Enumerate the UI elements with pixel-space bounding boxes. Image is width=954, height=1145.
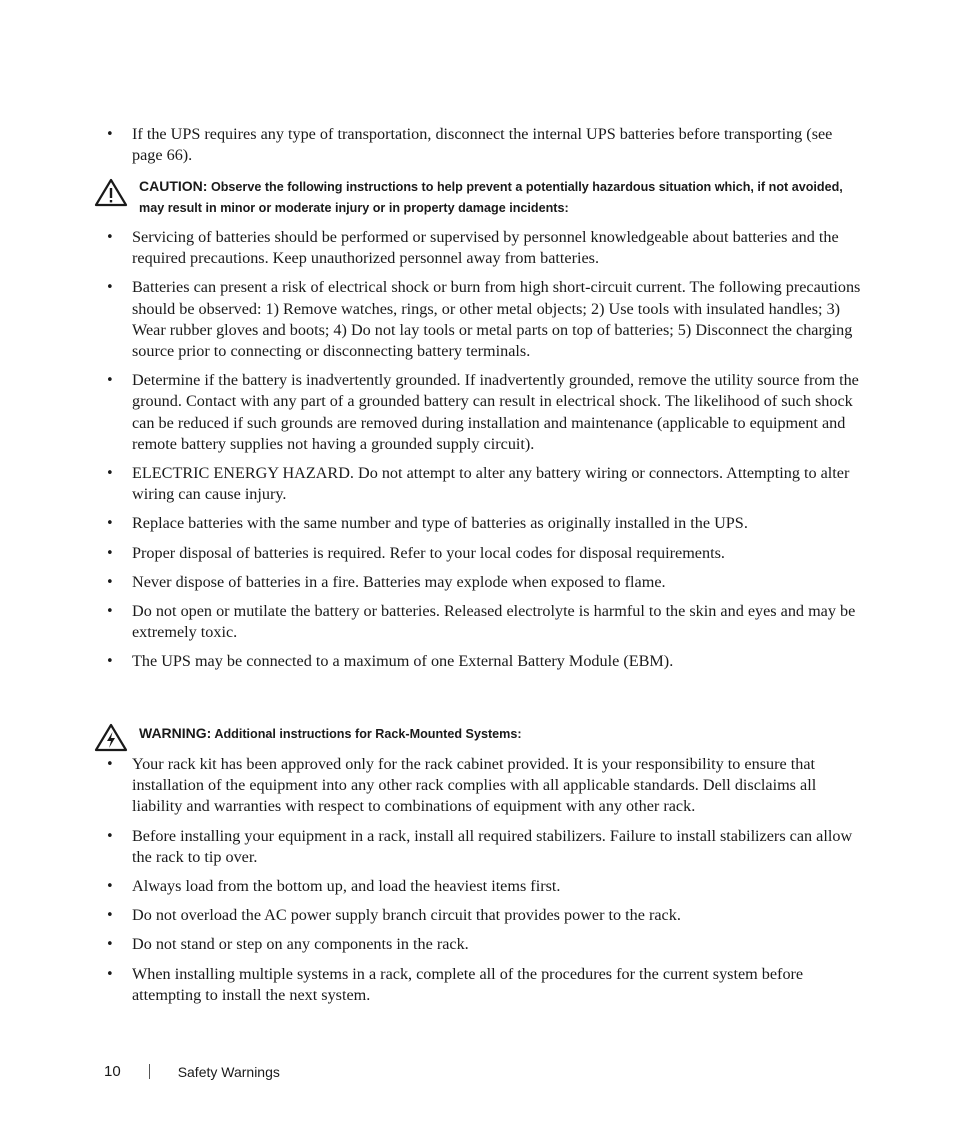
caution-label: CAUTION: <box>139 178 208 194</box>
bullet-list-a <box>0 124 954 166</box>
list-item <box>0 964 954 1006</box>
bullet-icon: • <box>106 230 114 245</box>
list-item-text: ELECTRIC ENERGY HAZARD. Do not attempt to alter any battery wiring or connectors. Attempting to alter wiring can cause injury. <box>132 464 850 504</box>
list-item-text: When installing multiple systems in a rack, complete all of the procedures for the current system before attempting to install the next system. <box>132 964 804 1004</box>
list-item <box>0 651 954 672</box>
list-item <box>0 572 954 593</box>
bullet-icon: • <box>106 604 114 620</box>
list-item-text: Determine if the battery is inadvertently grounded. If inadvertently grounded, remove the utility source from the ground. Contact with any part of a grounded battery can result in electrical shock. The likelihood of such shock can be reduced if such grounds are removed during installation and maintenance (applicable to equipment and remote battery supplies not having a grounded supply circuit). <box>132 371 859 453</box>
list-item-text: Replace batteries with the same number and type of batteries as originally installed in the UPS. <box>132 514 748 533</box>
warning-text: Additional instructions for Rack-Mounted Systems: <box>214 727 522 741</box>
page-number: 10 <box>104 1063 121 1080</box>
section-title: Safety Warnings <box>177 1063 280 1080</box>
bullet-icon: • <box>106 757 114 772</box>
list-item-text: Always load from the bottom up, and load the heaviest items first. <box>132 877 561 896</box>
bullet-icon: • <box>106 545 114 561</box>
warning-label: WARNING: <box>139 725 212 741</box>
bullet-icon: • <box>106 908 114 924</box>
list-item-text: If the UPS requires any type of transportation, disconnect the internal UPS batteries before transporting (see page 66). <box>132 125 833 165</box>
bullet-icon: • <box>106 280 114 296</box>
list-item-text: Do not overload the AC power supply branch circuit that provides power to the rack. <box>132 906 681 925</box>
electrical-hazard-icon <box>94 723 128 753</box>
bullet-icon: • <box>106 373 114 389</box>
bullet-icon: • <box>106 879 114 895</box>
bullet-icon: • <box>106 516 114 532</box>
list-item <box>0 227 954 269</box>
list-item <box>0 905 954 926</box>
list-item <box>0 277 954 362</box>
page-footer <box>104 1063 280 1080</box>
list-item-text: Servicing of batteries should be performed or supervised by personnel knowledgeable about batteries and the required precautions. Keep unauthorized personnel away from batteries. <box>132 228 839 268</box>
bullet-icon: • <box>106 828 114 844</box>
list-item <box>0 826 954 868</box>
list-item-text: Batteries can present a risk of electrical shock or burn from high short-circuit current. The following precautions should be observed: 1) Remove watches, rings, or other metal objects; 2) Use tools with insulated handles; 3) Wear rubber gloves and boots; 4) Do not lay tools or metal parts on top of batteries; 5) Disconnect the charging source prior to connecting or disconnecting battery terminals. <box>132 278 861 361</box>
caution-notice <box>0 176 954 219</box>
bullet-icon: • <box>106 654 114 670</box>
list-item <box>0 370 954 455</box>
caution-text: Observe the following instructions to help prevent a potentially hazardous situation which, if not avoided, may result in minor or moderate injury or in property damage incidents: <box>139 180 843 215</box>
list-item-text: The UPS may be connected to a maximum of one External Battery Module (EBM). <box>132 652 674 671</box>
list-item-text: Never dispose of batteries in a fire. Batteries may explode when exposed to flame. <box>132 572 666 591</box>
bullet-icon: • <box>106 937 114 953</box>
list-item-text: Proper disposal of batteries is required. Refer to your local codes for disposal requirements. <box>132 543 725 562</box>
list-item <box>0 463 954 505</box>
list-item <box>0 601 954 643</box>
bullet-list-b <box>0 227 954 673</box>
caution-triangle-icon <box>94 178 128 208</box>
bullet-icon: • <box>106 127 114 142</box>
list-item <box>0 754 954 818</box>
list-item <box>0 934 954 955</box>
bullet-icon: • <box>106 966 114 982</box>
bullet-icon: • <box>106 574 114 590</box>
list-item <box>0 543 954 564</box>
list-item-text: Before installing your equipment in a rack, install all required stabilizers. Failure to install stabilizers can allow the rack to tip over. <box>132 826 853 866</box>
list-item <box>0 124 954 166</box>
list-item-text: Your rack kit has been approved only for the rack cabinet provided. It is your responsibility to ensure that installation of the equipment into any other rack complies with all applicable standards. Dell disclaims all liability and warranties with respect to combinations of equipment with any other rack. <box>132 755 817 816</box>
warning-notice <box>0 723 954 745</box>
bullet-list-c <box>0 754 954 1006</box>
footer-divider <box>149 1064 150 1079</box>
bullet-icon: • <box>106 466 114 482</box>
list-item <box>0 876 954 897</box>
list-item-text: Do not stand or step on any components in the rack. <box>132 935 469 954</box>
list-item <box>0 513 954 534</box>
list-item-text: Do not open or mutilate the battery or batteries. Released electrolyte is harmful to the skin and eyes and may be extremely toxic. <box>132 602 856 642</box>
